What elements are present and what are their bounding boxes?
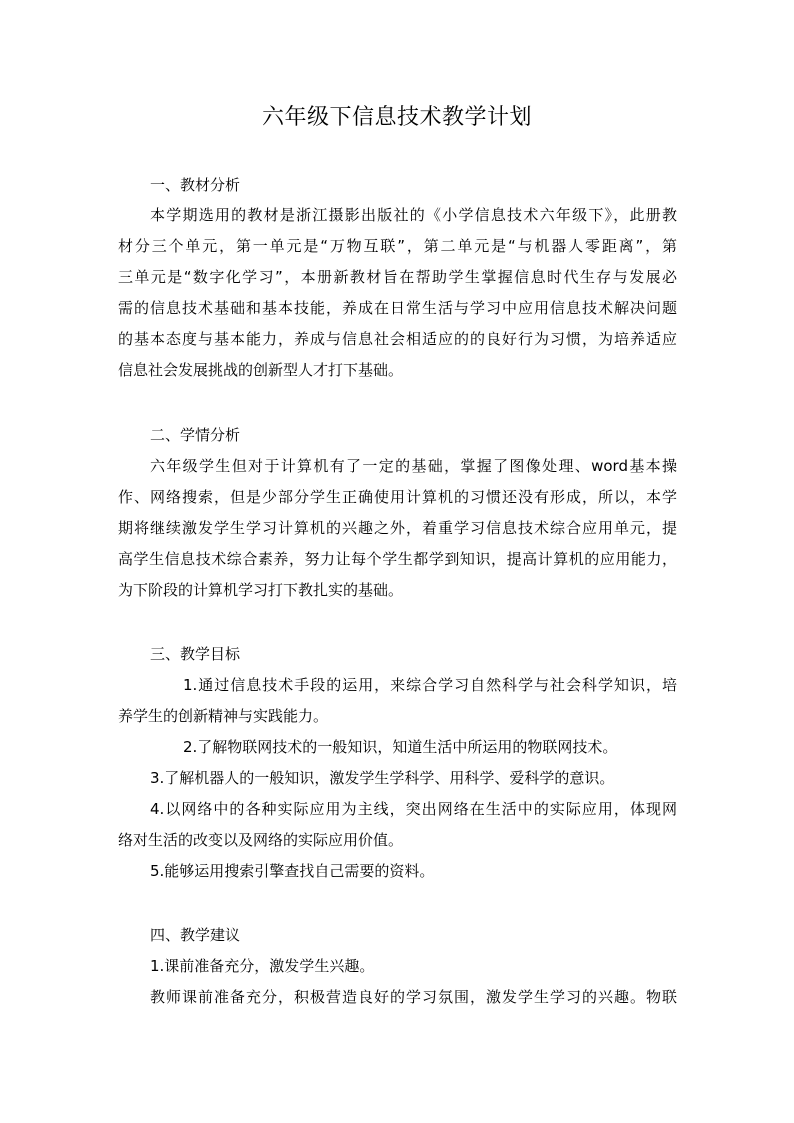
paragraph-line: 的基本态度与基本能力，养成与信息社会相适应的的良好行为习惯，为培养适应 <box>118 330 677 348</box>
paragraph-line: 本学期选用的教材是浙江摄影出版社的《小学信息技术六年级下》，此册教 <box>150 206 677 224</box>
document-title: 六年级下信息技术教学计划 <box>261 105 532 130</box>
paragraph-line: 信息社会发展挑战的创新型人才打下基础。 <box>118 361 404 379</box>
section-heading-4: 四、教学建议 <box>150 926 241 944</box>
section-heading-1: 一、教材分析 <box>150 176 241 194</box>
paragraph-line: 六年级学生但对于计算机有了一定的基础，掌握了图像处理、word基本操 <box>150 457 677 475</box>
objective-item: 4.以网络中的各种实际应用为主线，突出网络在生活中的实际应用，体现网 <box>150 800 677 818</box>
paragraph-line: 材分三个单元，第一单元是“万物互联”，第二单元是“与机器人零距离”，第 <box>118 237 677 255</box>
suggestion-item: 1.课前准备充分，激发学生兴趣。 <box>150 957 375 975</box>
paragraph-line: 教师课前准备充分，积极营造良好的学习氛围，激发学生学习的兴趣。物联 <box>150 988 677 1006</box>
paragraph-line: 期将继续激发学生学习计算机的兴趣之外，着重学习信息技术综合应用单元，提 <box>118 519 677 537</box>
paragraph-line: 三单元是“数字化学习”，本册新教材旨在帮助学生掌握信息时代生存与发展必 <box>118 268 677 286</box>
section-heading-2: 二、学情分析 <box>150 426 241 444</box>
paragraph-line: 高学生信息技术综合素养，努力让每个学生都学到知识，提高计算机的应用能力， <box>118 550 677 568</box>
objective-item: 1.通过信息技术手段的运用，来综合学习自然科学与社会科学知识，培 <box>183 676 677 694</box>
paragraph-line: 为下阶段的计算机学习打下教扎实的基础。 <box>118 581 404 599</box>
section-heading-3: 三、教学目标 <box>150 645 241 663</box>
paragraph-line: 需的信息技术基础和基本技能，养成在日常生活与学习中应用信息技术解决问题 <box>118 299 677 317</box>
objective-item: 3.了解机器人的一般知识，激发学生学科学、用科学、爱科学的意识。 <box>150 769 615 787</box>
objective-item: 养学生的创新精神与实践能力。 <box>118 707 329 725</box>
objective-item: 络对生活的改变以及网络的实际应用价值。 <box>118 831 404 849</box>
objective-item: 5.能够运用搜索引擎查找自己需要的资料。 <box>150 862 435 880</box>
objective-item: 2.了解物联网技术的一般知识，知道生活中所运用的物联网技术。 <box>183 738 618 756</box>
paragraph-line: 作、网络搜索，但是少部分学生正确使用计算机的习惯还没有形成，所以，本学 <box>118 488 677 506</box>
